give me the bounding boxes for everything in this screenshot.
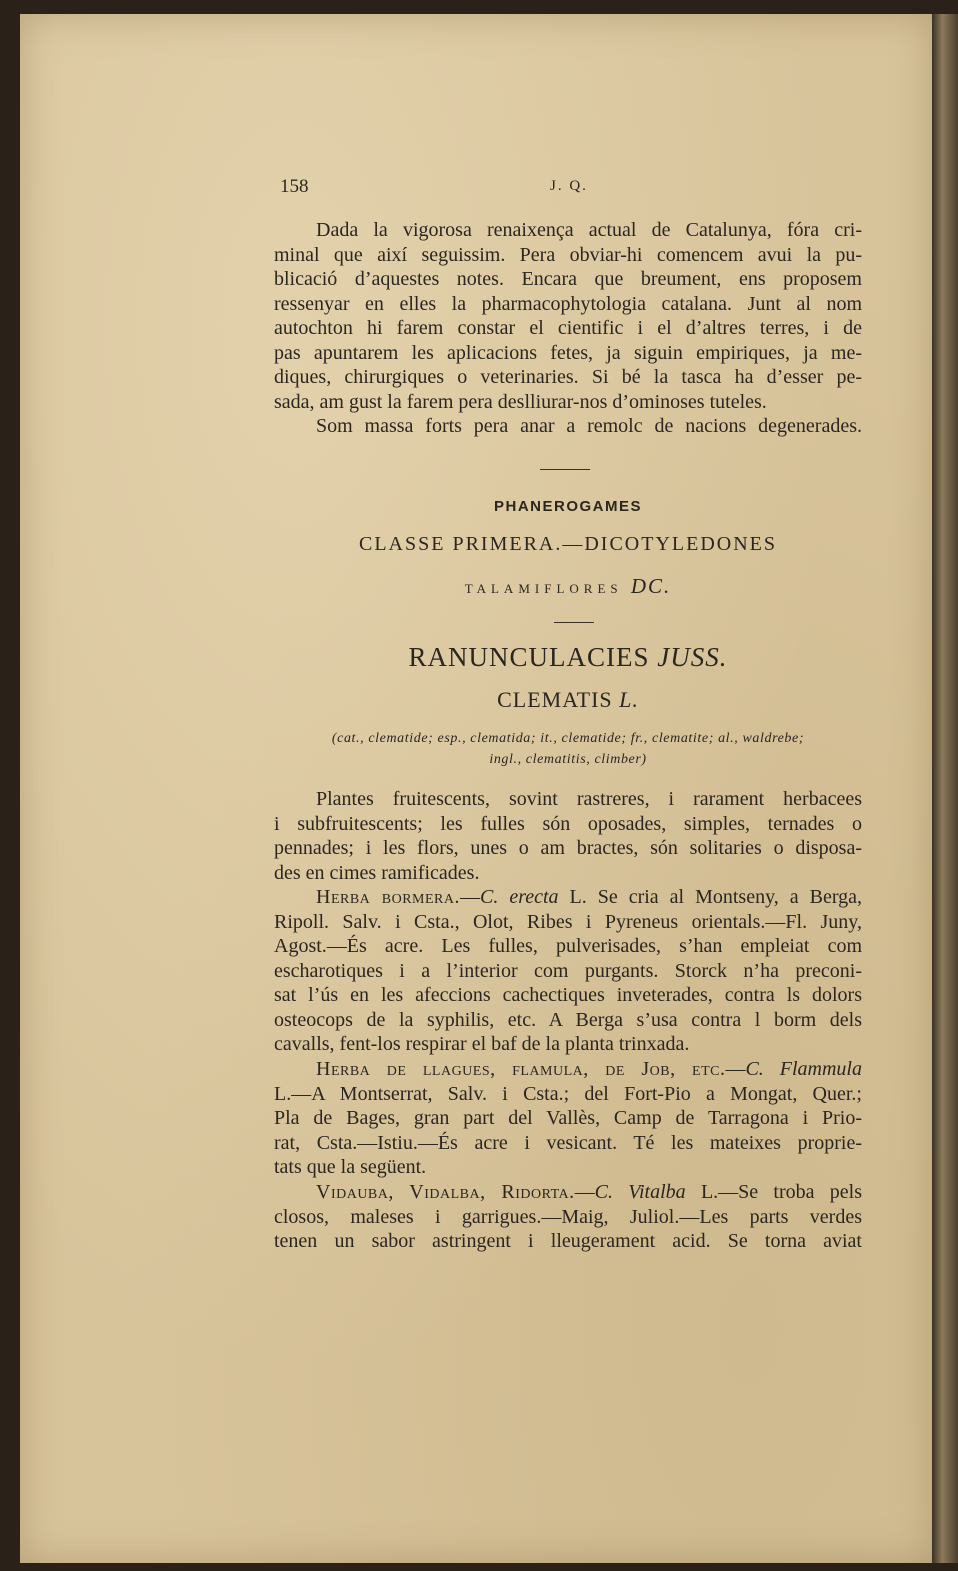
description-line: pennades; i les flors, unes o am bractes, són solitaries o disposa- [274, 837, 862, 859]
entry-line: rat, Csta.—Istiu.—És acre i vesicant. Té les mateixes proprie- [274, 1131, 862, 1154]
genus-heading [274, 687, 862, 713]
intro-line: ressenyar en elles la pharmacophytologia catalana. Junt al nom [274, 292, 862, 315]
entry-line: L. Se cria al Montseny, a Berga, [558, 886, 863, 908]
entry-vidauba [274, 1180, 862, 1254]
entry-line: Ripoll. Salv. i Csta., Olot, Ribes i Pyreneus orientals.—Fl. Juny, [274, 910, 862, 933]
genus-author: L. [619, 687, 639, 712]
description-line: des en cimes ramificades. [274, 861, 480, 884]
entry-line: Pla de Bages, gran part del Vallès, Camp de Tarragona i Prio- [274, 1107, 862, 1129]
subclass-author: DC. [630, 574, 672, 598]
vernacular-line: (cat., clematide; esp., clematida; it., clematide; fr., clematite; al., waldrebe; [331, 731, 805, 746]
entry-herba-de-llagues [274, 1057, 862, 1180]
family-name: RANUNCULACIES [408, 642, 650, 672]
description-line: i subfruitescents; les fulles són oposades, simples, ternades o [274, 812, 862, 835]
entry-name: Herba bormera. [316, 886, 460, 908]
subclass-name: TALAMIFLORES [464, 581, 623, 596]
family-rule [554, 622, 594, 623]
entry-line: osteocops de la syphilis, etc. A Berga s’usa contra l borm dels [274, 1008, 862, 1031]
intro-paragraph [274, 218, 862, 439]
intro-line: autochton hi farem constar el cientific i el d’altres terres, i de [274, 317, 862, 339]
entry-herba-bormera [274, 885, 862, 1057]
entry-first-line: Vidauba, Vidalba, Ridorta.—C. Vitalba L.—Se troba pels [316, 1181, 862, 1203]
page-edge [932, 14, 958, 1563]
entry-name: Vidauba, Vidalba, Ridorta. [316, 1181, 575, 1203]
intro-line: diques, chirurgiques o veterinaries. Si bé la tasca ha d’esser pe- [274, 366, 862, 388]
family-author: JUSS. [657, 642, 728, 672]
subclass-heading [274, 574, 862, 599]
entry-line: L.—Se troba pels [685, 1181, 862, 1203]
entry-species: C. Flammula [745, 1058, 862, 1080]
intro-line: blicació d’aquestes notes. Encara que breument, ens proposem [274, 268, 862, 290]
intro-line: pas apuntarem les aplicacions fetes, ja siguin empiriques, ja me- [274, 341, 862, 364]
entry-line: Agost.—És acre. Les fulles, pulverisades, s’han empleiat com [274, 935, 862, 957]
section-rule [540, 469, 590, 470]
intro-line: Som massa forts pera anar a remolc de nacions degenerades. [316, 415, 862, 437]
entry-species: C. erecta [480, 886, 559, 908]
page-number: 158 [280, 176, 309, 197]
entry-line: cavalls, fent-los respirar el baf de la planta trinxada. [274, 1033, 690, 1055]
description-paragraph [274, 787, 862, 885]
entry-line: closos, maleses i garrigues.—Maig, Juliol.—Les parts verdes [274, 1205, 862, 1228]
class-heading: CLASSE PRIMERA.—DICOTYLEDONES [358, 533, 778, 555]
entry-first-line: Herba de llagues, flamula, de Job, etc.—C. Flammula [316, 1058, 862, 1080]
page-header [280, 176, 860, 200]
family-heading [274, 642, 862, 673]
description-line: Plantes fruitescents, sovint rastreres, i rarament herbacees [316, 788, 862, 810]
entry-line: L.—A Montserrat, Salv. i Csta.; del Fort-Pio a Mongat, Quer.; [274, 1082, 862, 1105]
vernacular-names [274, 728, 862, 770]
intro-line: minal que així seguissim. Pera obviar-hi comencem avui la pu- [274, 243, 862, 266]
phanerogames-heading: PHANEROGAMES [493, 498, 642, 515]
entry-line: sat l’ús en les afeccions cachectiques inveterades, contra ls dolors [274, 984, 862, 1006]
running-title: J. Q. [550, 178, 588, 194]
vernacular-line: ingl., clematitis, climber) [489, 752, 647, 767]
entry-species: C. Vitalba [594, 1181, 686, 1203]
genus-name: CLEMATIS [497, 687, 613, 712]
entry-line: tenen un sabor astringent i lleugerament acid. Se torna aviat [274, 1230, 862, 1252]
entry-line: tats que la següent. [274, 1156, 427, 1178]
entry-name: Herba de llagues, flamula, de Job, etc. [316, 1058, 726, 1080]
entry-first-line: Herba bormera.—C. erecta L. Se cria al Montseny, a Berga, [316, 886, 863, 908]
intro-line: Dada la vigorosa renaixença actual de Catalunya, fóra cri- [316, 219, 862, 241]
intro-line: sada, am gust la farem pera deslliurar-nos d’ominoses tuteles. [274, 390, 767, 413]
entry-line: escharotiques i a l’interior com purgants. Storck n’ha preconi- [274, 959, 862, 982]
